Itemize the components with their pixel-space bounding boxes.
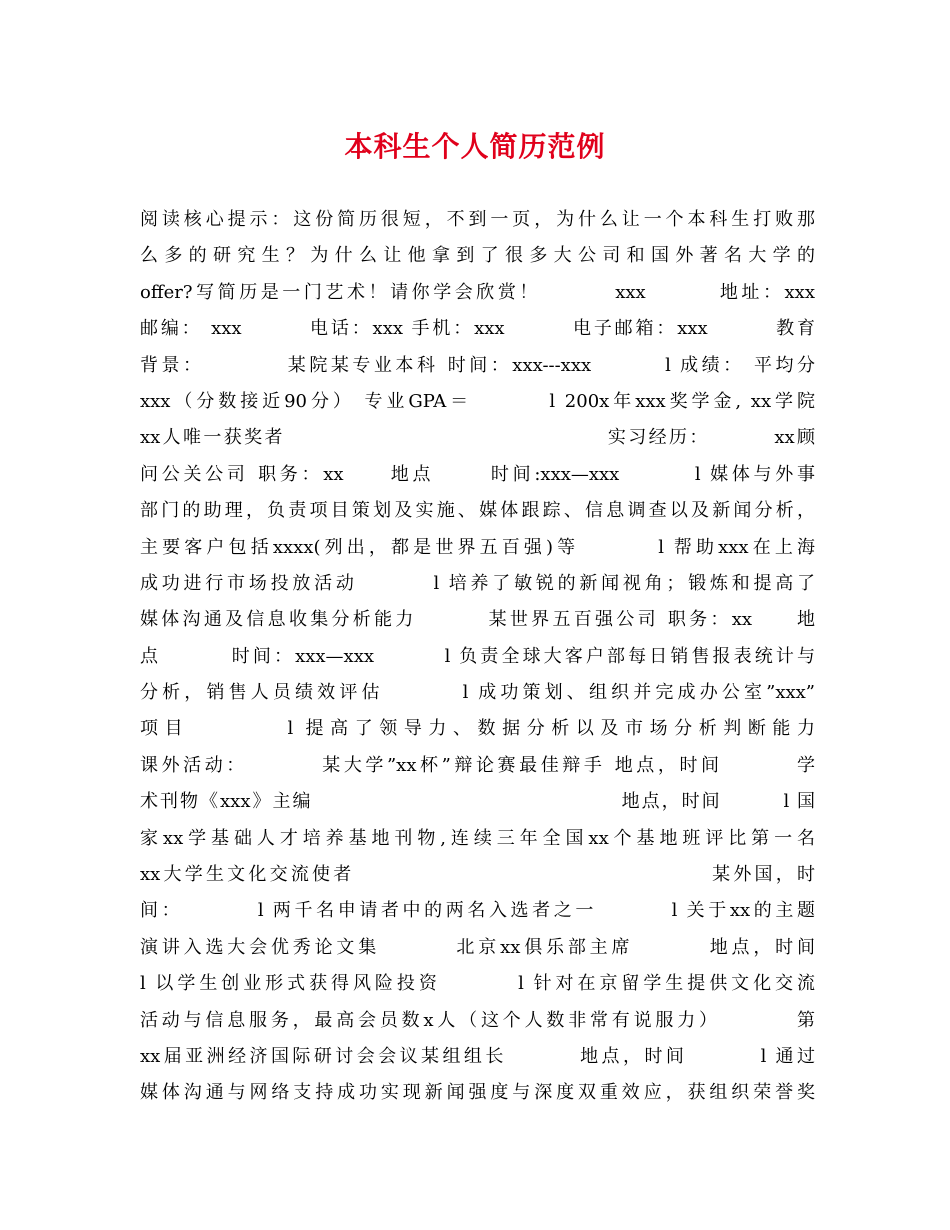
document-body: [140, 202, 815, 1112]
body-line: 演讲入选大会优秀论文集 北京xx俱乐部主席 地点，时间: [140, 936, 815, 958]
body-line: 部门的助理，负责项目策划及实施、媒体跟踪、信息调查以及新闻分析，: [140, 500, 815, 522]
body-line: 活动与信息服务，最高会员数x人（这个人数非常有说服力） 第: [140, 1009, 815, 1031]
body-line: 主要客户包括xxxx(列出，都是世界五百强)等 l 帮助xxx在上海: [140, 536, 815, 558]
body-line: 项目 l 提高了领导力、数据分析以及市场分析判断能力: [140, 718, 815, 740]
body-line: xx大学生文化交流使者 某外国，时: [140, 864, 815, 886]
body-line: 么多的研究生？为什么让他拿到了很多大公司和国外著名大学的: [140, 245, 815, 267]
body-line: offer?写简历是一门艺术！请你学会欣赏！ xxx 地址：xxx: [140, 281, 815, 303]
document-title: 本科生个人简历范例: [344, 130, 606, 163]
body-line: 媒体沟通及信息收集分析能力 某世界五百强公司 职务：xx 地: [140, 609, 815, 631]
body-line: 阅读核心提示：这份简历很短，不到一页，为什么让一个本科生打败那: [140, 209, 815, 230]
body-line: xx人唯一获奖者 实习经历： xx顾: [140, 427, 815, 449]
body-line: xxx（分数接近90分） 专业GPA＝ l 200x年xxx奖学金, xx学院: [140, 390, 815, 412]
body-line: 术刊物《xxx》主编 地点，时间 l 国: [140, 791, 815, 813]
body-line: l 以学生创业形式获得风险投资 l 针对在京留学生提供文化交流: [140, 973, 815, 995]
body-line: 家xx学基础人才培养基地刊物,连续三年全国xx个基地班评比第一名: [140, 827, 815, 849]
body-line: 邮编： xxx 电话：xxx 手机：xxx 电子邮箱：xxx 教育: [140, 318, 815, 340]
body-line: 问公关公司 职务：xx 地点 时间:xxx—xxx l 媒体与外事: [140, 463, 815, 485]
body-line: 媒体沟通与网络支持成功实现新闻强度与深度双重效应，获组织荣誉奖: [140, 1082, 815, 1104]
body-line: xx届亚洲经济国际研讨会会议某组组长 地点，时间 l 通过: [140, 1045, 815, 1067]
body-line: 背景： 某院某专业本科 时间：xxx---xxx l 成绩： 平均分: [140, 354, 815, 376]
body-line: 课外活动： 某大学”xx杯”辩论赛最佳辩手 地点，时间 学: [140, 754, 815, 776]
body-line: 成功进行市场投放活动 l 培养了敏锐的新闻视角；锻炼和提高了: [140, 572, 815, 594]
body-line: 点 时间：xxx—xxx l 负责全球大客户部每日销售报表统计与: [140, 645, 815, 667]
body-line: 间： l 两千名申请者中的两名入选者之一 l 关于xx的主题: [140, 900, 815, 922]
body-line: 分析，销售人员绩效评估 l 成功策划、组织并完成办公室”xxx”: [140, 682, 815, 704]
